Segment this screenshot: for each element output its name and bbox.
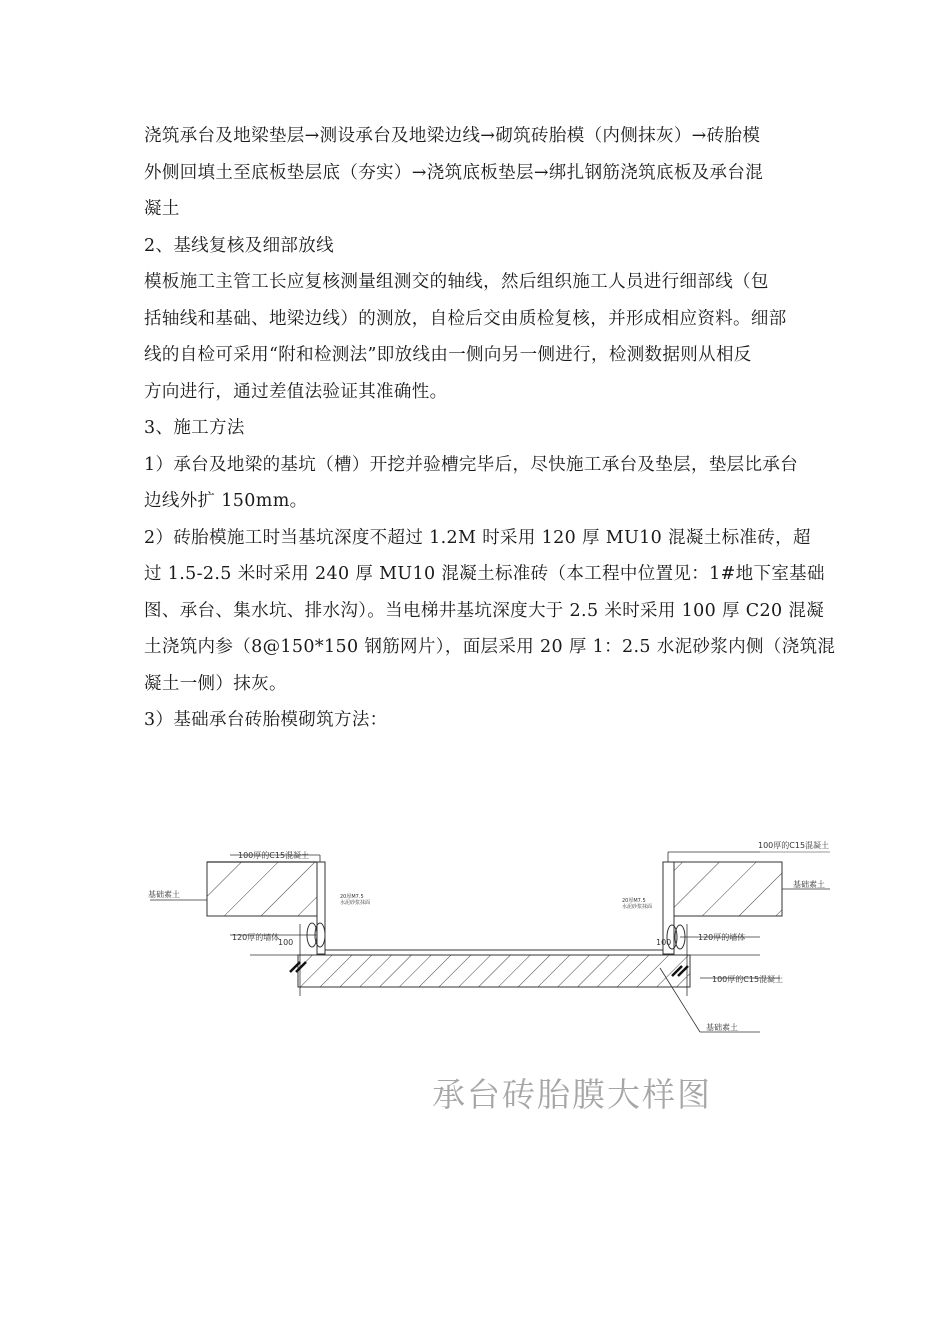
label-soil-right: 基础素土 [793, 880, 825, 889]
label-c15-top-left: 100厚的C15混凝土 [238, 851, 310, 860]
paragraph-line: 凝土 [144, 199, 180, 219]
section-heading-baseline-check: 2、基线复核及细部放线 [144, 235, 334, 256]
pile-cap-brick-mould-detail-drawing [0, 820, 950, 1140]
paragraph-line: 边线外扩 150mm。 [144, 491, 308, 511]
dimension-right: 100 [656, 938, 672, 947]
paragraph-line: 浇筑承台及地梁垫层→测设承台及地梁边线→砌筑砖胎模（内侧抹灰）→砖胎模 [144, 126, 761, 146]
paragraph-line: 括轴线和基础、地梁边线）的测放，自检后交由质检复核，并形成相应资料。细部 [144, 308, 787, 329]
paragraph-line: 模板施工主管工长应复核测量组测交的轴线，然后组织施工人员进行细部线（包 [144, 272, 769, 292]
label-soil-left: 基础素土 [148, 890, 180, 899]
drawing-caption: 承台砖胎膜大样图 [432, 1075, 712, 1114]
paragraph-line: 过 1.5-2.5 米时采用 240 厚 MU10 混凝土标准砖（本工程中位置见：1#地下室基础 [144, 564, 825, 584]
paragraph-line: 图、承台、集水坑、排水沟）。当电梯井基坑深度大于 2.5 米时采用 100 厚 C20 混凝 [144, 600, 825, 621]
paragraph-line: 外侧回填土至底板垫层底（夯实）→浇筑底板垫层→绑扎钢筋浇筑底板及承台混 [144, 162, 764, 183]
paragraph-line: 凝土一侧）抹灰。 [144, 673, 287, 694]
paragraph-line: 3）基础承台砖胎模砌筑方法： [144, 710, 388, 730]
label-wall-left: 120厚的墙体 [232, 933, 280, 942]
paragraph-line: 方向进行，通过差值法验证其准确性。 [144, 381, 448, 402]
paragraph-line: 1）承台及地梁的基坑（槽）开挖并验槽完毕后，尽快施工承台及垫层，垫层比承台 [144, 454, 799, 475]
bottom-cushion-slab [250, 950, 780, 1032]
section-heading-construction-method: 3、施工方法 [144, 418, 245, 438]
label-c15-top-right: 100厚的C15混凝土 [758, 841, 830, 850]
label-soil-bottom: 基础素土 [706, 1023, 738, 1032]
label-c15-bottom: 100厚的C15混凝土 [712, 975, 784, 984]
label-mortar-right: 20厚M7.5 水泥砂浆抹面 [622, 898, 653, 910]
paragraph-line: 线的自检可采用“附和检测法”即放线由一侧向另一侧进行，检测数据则从相反 [144, 345, 752, 365]
paragraph-line: 2）砖胎模施工时当基坑深度不超过 1.2M 时采用 120 厚 MU10 混凝土标准砖，超 [144, 527, 811, 548]
label-wall-right: 120厚的墙体 [698, 933, 746, 942]
dimension-left: 100 [278, 938, 294, 947]
document-body [144, 118, 836, 739]
paragraph-line: 土浇筑内参（8@150*150 钢筋网片），面层采用 20 厚 1：2.5 水泥砂浆内侧（浇筑混 [144, 637, 836, 657]
label-mortar-left: 20厚M7.5 水泥砂浆抹面 [340, 894, 371, 906]
